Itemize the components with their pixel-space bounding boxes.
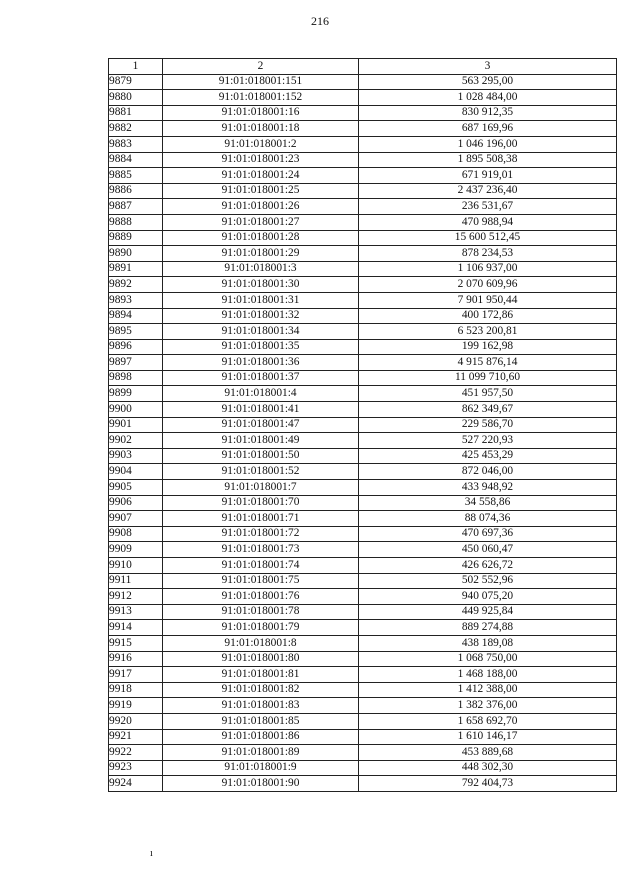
value-cell: 1 658 692,70 — [359, 713, 617, 729]
table-row — [109, 760, 617, 776]
table-row — [109, 417, 617, 433]
row-index-cell: 9920 — [109, 713, 163, 729]
row-index-cell: 9880 — [109, 90, 163, 106]
value-cell: 15 600 512,45 — [359, 230, 617, 246]
value-cell: 502 552,96 — [359, 573, 617, 589]
value-cell: 426 626,72 — [359, 558, 617, 574]
table-row — [109, 136, 617, 152]
cadastral-number-cell: 91:01:018001:27 — [163, 214, 359, 230]
table-row — [109, 620, 617, 636]
column-header: 2 — [163, 59, 359, 75]
row-index-cell: 9922 — [109, 745, 163, 761]
cadastral-number-cell: 91:01:018001:71 — [163, 511, 359, 527]
row-index-cell: 9921 — [109, 729, 163, 745]
table-row — [109, 168, 617, 184]
value-cell: 4 915 876,14 — [359, 355, 617, 371]
row-index-cell: 9882 — [109, 121, 163, 137]
table-row — [109, 74, 617, 90]
value-cell: 527 220,93 — [359, 433, 617, 449]
row-index-cell: 9902 — [109, 433, 163, 449]
column-header: 3 — [359, 59, 617, 75]
cadastral-number-cell: 91:01:018001:78 — [163, 604, 359, 620]
table-row — [109, 433, 617, 449]
value-cell: 199 162,98 — [359, 339, 617, 355]
table-row — [109, 261, 617, 277]
table-row — [109, 526, 617, 542]
table-row — [109, 776, 617, 792]
value-cell: 1 046 196,00 — [359, 136, 617, 152]
table-row — [109, 448, 617, 464]
table-row — [109, 386, 617, 402]
cadastral-number-cell: 91:01:018001:83 — [163, 698, 359, 714]
row-index-cell: 9895 — [109, 324, 163, 340]
table-row — [109, 355, 617, 371]
table-row — [109, 495, 617, 511]
row-index-cell: 9908 — [109, 526, 163, 542]
row-index-cell: 9898 — [109, 370, 163, 386]
value-cell: 1 028 484,00 — [359, 90, 617, 106]
cadastral-number-cell: 91:01:018001:35 — [163, 339, 359, 355]
table-row — [109, 604, 617, 620]
row-index-cell: 9906 — [109, 495, 163, 511]
row-index-cell: 9883 — [109, 136, 163, 152]
table-row — [109, 729, 617, 745]
value-cell: 6 523 200,81 — [359, 324, 617, 340]
column-header: 1 — [109, 59, 163, 75]
value-cell: 1 382 376,00 — [359, 698, 617, 714]
row-index-cell: 9896 — [109, 339, 163, 355]
table-row — [109, 121, 617, 137]
cadastral-number-cell: 91:01:018001:151 — [163, 74, 359, 90]
value-cell: 450 060,47 — [359, 542, 617, 558]
row-index-cell: 9886 — [109, 183, 163, 199]
value-cell: 563 295,00 — [359, 74, 617, 90]
table-row — [109, 667, 617, 683]
value-cell: 1 895 508,38 — [359, 152, 617, 168]
cadastral-number-cell: 91:01:018001:28 — [163, 230, 359, 246]
value-cell: 1 106 937,00 — [359, 261, 617, 277]
row-index-cell: 9893 — [109, 292, 163, 308]
footer-mark: ı — [150, 848, 153, 859]
row-index-cell: 9905 — [109, 480, 163, 496]
cadastral-number-cell: 91:01:018001:37 — [163, 370, 359, 386]
row-index-cell: 9887 — [109, 199, 163, 215]
row-index-cell: 9914 — [109, 620, 163, 636]
row-index-cell: 9903 — [109, 448, 163, 464]
table-row — [109, 324, 617, 340]
value-cell: 862 349,67 — [359, 402, 617, 418]
row-index-cell: 9923 — [109, 760, 163, 776]
cadastral-number-cell: 91:01:018001:23 — [163, 152, 359, 168]
table-row — [109, 292, 617, 308]
cadastral-number-cell: 91:01:018001:82 — [163, 682, 359, 698]
table-row — [109, 105, 617, 121]
row-index-cell: 9888 — [109, 214, 163, 230]
cadastral-number-cell: 91:01:018001:85 — [163, 713, 359, 729]
table-row — [109, 682, 617, 698]
row-index-cell: 9904 — [109, 464, 163, 480]
table-row — [109, 464, 617, 480]
cadastral-number-cell: 91:01:018001:79 — [163, 620, 359, 636]
table-row — [109, 370, 617, 386]
table-body — [109, 74, 617, 791]
table-row — [109, 246, 617, 262]
cadastral-number-cell: 91:01:018001:7 — [163, 480, 359, 496]
row-index-cell: 9924 — [109, 776, 163, 792]
row-index-cell: 9899 — [109, 386, 163, 402]
value-cell: 449 925,84 — [359, 604, 617, 620]
cadastral-number-cell: 91:01:018001:29 — [163, 246, 359, 262]
cadastral-number-cell: 91:01:018001:41 — [163, 402, 359, 418]
cadastral-number-cell: 91:01:018001:74 — [163, 558, 359, 574]
cadastral-number-cell: 91:01:018001:3 — [163, 261, 359, 277]
table-row — [109, 511, 617, 527]
row-index-cell: 9894 — [109, 308, 163, 324]
row-index-cell: 9909 — [109, 542, 163, 558]
value-cell: 940 075,20 — [359, 589, 617, 605]
cadastral-number-cell: 91:01:018001:73 — [163, 542, 359, 558]
row-index-cell: 9919 — [109, 698, 163, 714]
cadastral-number-cell: 91:01:018001:50 — [163, 448, 359, 464]
row-index-cell: 9901 — [109, 417, 163, 433]
value-cell: 438 189,08 — [359, 635, 617, 651]
table-row — [109, 745, 617, 761]
cadastral-number-cell: 91:01:018001:75 — [163, 573, 359, 589]
cadastral-number-cell: 91:01:018001:49 — [163, 433, 359, 449]
row-index-cell: 9917 — [109, 667, 163, 683]
row-index-cell: 9879 — [109, 74, 163, 90]
value-cell: 889 274,88 — [359, 620, 617, 636]
table-row — [109, 90, 617, 106]
row-index-cell: 9881 — [109, 105, 163, 121]
cadastral-number-cell: 91:01:018001:31 — [163, 292, 359, 308]
cadastral-number-cell: 91:01:018001:76 — [163, 589, 359, 605]
cadastral-number-cell: 91:01:018001:18 — [163, 121, 359, 137]
value-cell: 34 558,86 — [359, 495, 617, 511]
row-index-cell: 9885 — [109, 168, 163, 184]
cadastral-number-cell: 91:01:018001:4 — [163, 386, 359, 402]
value-cell: 671 919,01 — [359, 168, 617, 184]
row-index-cell: 9910 — [109, 558, 163, 574]
cadastral-number-cell: 91:01:018001:26 — [163, 199, 359, 215]
cadastral-number-cell: 91:01:018001:9 — [163, 760, 359, 776]
cadastral-number-cell: 91:01:018001:32 — [163, 308, 359, 324]
cadastral-number-cell: 91:01:018001:86 — [163, 729, 359, 745]
row-index-cell: 9890 — [109, 246, 163, 262]
cadastral-number-cell: 91:01:018001:89 — [163, 745, 359, 761]
page-number: 216 — [311, 14, 329, 28]
value-cell: 229 586,70 — [359, 417, 617, 433]
table-row — [109, 635, 617, 651]
cadastral-number-cell: 91:01:018001:47 — [163, 417, 359, 433]
value-cell: 687 169,96 — [359, 121, 617, 137]
table-row — [109, 589, 617, 605]
table-row — [109, 214, 617, 230]
table-row — [109, 199, 617, 215]
table-row — [109, 308, 617, 324]
value-cell: 1 068 750,00 — [359, 651, 617, 667]
value-cell: 236 531,67 — [359, 199, 617, 215]
value-cell: 425 453,29 — [359, 448, 617, 464]
row-index-cell: 9907 — [109, 511, 163, 527]
table-row — [109, 542, 617, 558]
value-cell: 1 610 146,17 — [359, 729, 617, 745]
value-cell: 453 889,68 — [359, 745, 617, 761]
value-cell: 11 099 710,60 — [359, 370, 617, 386]
cadastral-number-cell: 91:01:018001:24 — [163, 168, 359, 184]
value-cell: 7 901 950,44 — [359, 292, 617, 308]
row-index-cell: 9891 — [109, 261, 163, 277]
value-cell: 830 912,35 — [359, 105, 617, 121]
table-row — [109, 402, 617, 418]
row-index-cell: 9897 — [109, 355, 163, 371]
cadastral-number-cell: 91:01:018001:36 — [163, 355, 359, 371]
row-index-cell: 9913 — [109, 604, 163, 620]
cadastral-number-cell: 91:01:018001:90 — [163, 776, 359, 792]
value-cell: 470 697,36 — [359, 526, 617, 542]
row-index-cell: 9892 — [109, 277, 163, 293]
value-cell: 470 988,94 — [359, 214, 617, 230]
table-row — [109, 183, 617, 199]
cadastral-number-cell: 91:01:018001:72 — [163, 526, 359, 542]
cadastral-number-cell: 91:01:018001:16 — [163, 105, 359, 121]
value-cell: 878 234,53 — [359, 246, 617, 262]
cadastral-number-cell: 91:01:018001:80 — [163, 651, 359, 667]
value-cell: 872 046,00 — [359, 464, 617, 480]
table-header-row — [109, 59, 617, 75]
table-row — [109, 152, 617, 168]
row-index-cell: 9911 — [109, 573, 163, 589]
table-row — [109, 230, 617, 246]
table-row — [109, 277, 617, 293]
cadastral-number-cell: 91:01:018001:52 — [163, 464, 359, 480]
value-cell: 433 948,92 — [359, 480, 617, 496]
value-cell: 88 074,36 — [359, 511, 617, 527]
data-table — [108, 58, 617, 792]
cadastral-number-cell: 91:01:018001:152 — [163, 90, 359, 106]
value-cell: 448 302,30 — [359, 760, 617, 776]
value-cell: 2 437 236,40 — [359, 183, 617, 199]
cadastral-number-cell: 91:01:018001:25 — [163, 183, 359, 199]
cadastral-number-cell: 91:01:018001:70 — [163, 495, 359, 511]
row-index-cell: 9918 — [109, 682, 163, 698]
row-index-cell: 9889 — [109, 230, 163, 246]
table-row — [109, 573, 617, 589]
row-index-cell: 9915 — [109, 635, 163, 651]
table-row — [109, 698, 617, 714]
value-cell: 792 404,73 — [359, 776, 617, 792]
row-index-cell: 9916 — [109, 651, 163, 667]
row-index-cell: 9912 — [109, 589, 163, 605]
cadastral-number-cell: 91:01:018001:30 — [163, 277, 359, 293]
table-row — [109, 651, 617, 667]
table-row — [109, 713, 617, 729]
table-row — [109, 480, 617, 496]
table-row — [109, 558, 617, 574]
cadastral-number-cell: 91:01:018001:34 — [163, 324, 359, 340]
table-row — [109, 339, 617, 355]
cadastral-number-cell: 91:01:018001:2 — [163, 136, 359, 152]
row-index-cell: 9900 — [109, 402, 163, 418]
value-cell: 1 468 188,00 — [359, 667, 617, 683]
value-cell: 451 957,50 — [359, 386, 617, 402]
value-cell: 400 172,86 — [359, 308, 617, 324]
value-cell: 2 070 609,96 — [359, 277, 617, 293]
cadastral-number-cell: 91:01:018001:81 — [163, 667, 359, 683]
row-index-cell: 9884 — [109, 152, 163, 168]
value-cell: 1 412 388,00 — [359, 682, 617, 698]
cadastral-number-cell: 91:01:018001:8 — [163, 635, 359, 651]
